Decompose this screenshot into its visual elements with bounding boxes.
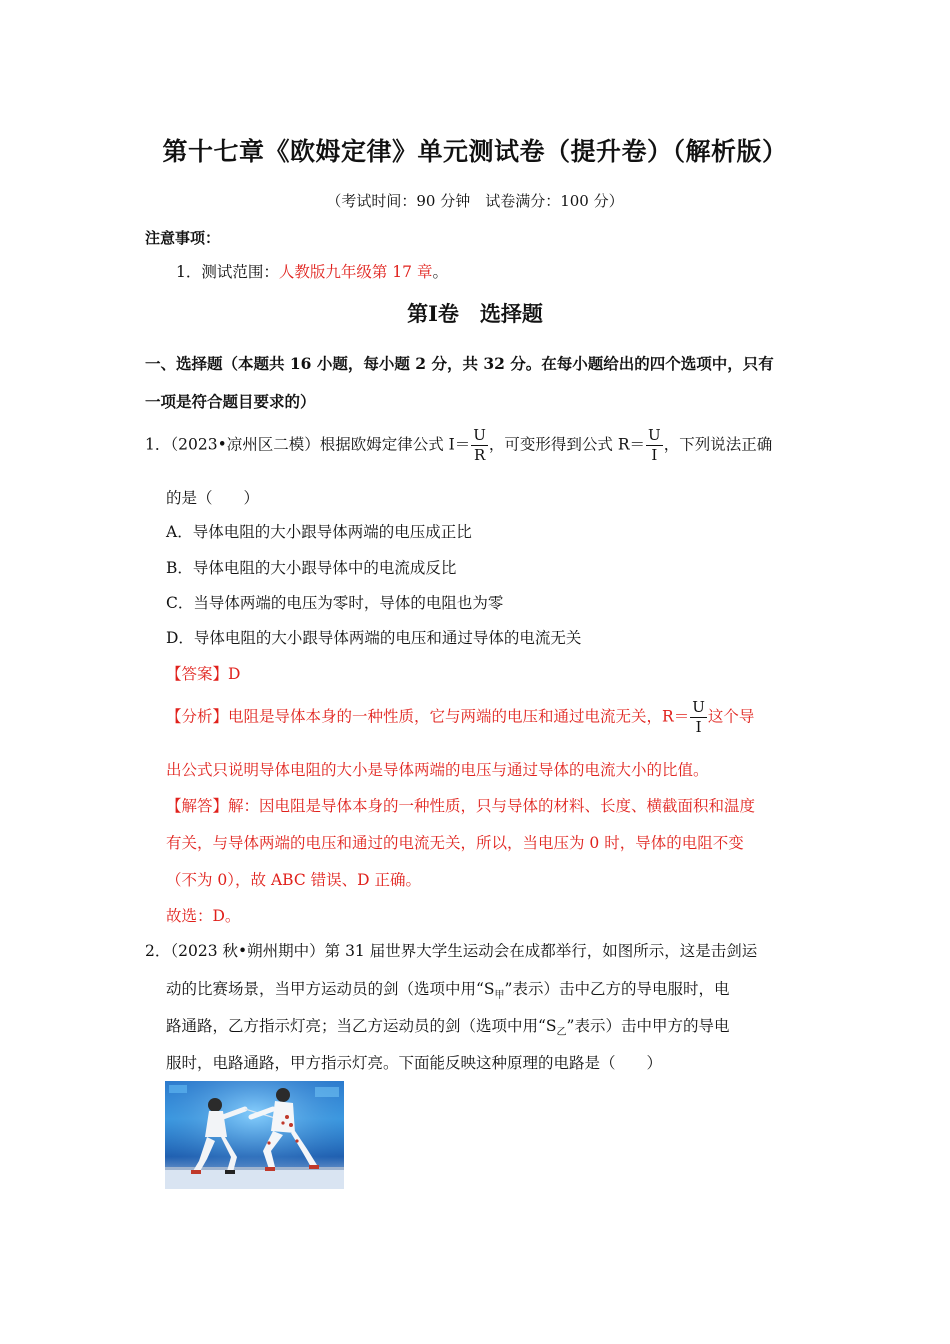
document-title: 第十七章《欧姆定律》单元测试卷（提升卷）（解析版） (162, 137, 788, 166)
q2-text-3a: 路通路，乙方指示灯亮；当乙方运动员的剑（选项中用“S (166, 1017, 557, 1035)
instructions-line-1: 一、选择题（本题共 16 小题，每小题 2 分，共 32 分。在每小题给出的四个选项中，只有 (145, 354, 774, 373)
frac-denominator: I (695, 718, 702, 736)
q1-stem-line-1 (145, 428, 772, 463)
q1-solution-line-2: 有关，与导体两端的电压和通过的电流无关，所以，当电压为 0 时，导体的电阻不变 (166, 834, 744, 852)
exam-info: （考试时间：90 分钟 试卷满分：100 分） (326, 192, 624, 210)
formula-u-over-i (646, 428, 663, 463)
fencing-scene-image (165, 1081, 344, 1189)
q1-number: 1． (145, 435, 171, 454)
q1-option-a: A．导体电阻的大小跟导体两端的电压成正比 (166, 523, 472, 541)
analysis-text-b: 这个导 (707, 707, 755, 726)
section-title: 第Ⅰ卷 选择题 (407, 301, 543, 326)
analysis-label: 【分析】 (166, 707, 229, 726)
q1-stem-a: （2023•凉州区二模）根据欧姆定律公式 I＝ (170, 435, 471, 454)
q1-stem-b: ，可变形得到公式 R＝ (488, 435, 646, 454)
q2-line-1 (145, 939, 757, 961)
q1-choose: 故选：D。 (166, 907, 241, 925)
answer-label: 【答案】 (166, 665, 229, 683)
fencing-photo (165, 1081, 344, 1189)
answer-value: D (228, 665, 241, 683)
instructions-line-2: 一项是符合题目要求的） (145, 392, 316, 411)
q1-stem-line-2: 的是（ ） (166, 489, 260, 507)
q1-solution-line-3: （不为 0），故 ABC 错误、D 正确。 (166, 871, 421, 889)
frac-numerator: U (692, 698, 705, 716)
q1-analysis-line-1 (166, 700, 754, 735)
test-range: 人教版九年级第 17 章 (278, 263, 433, 281)
q2-number: 2． (145, 942, 171, 960)
q1-analysis-line-2: 出公式只说明导体电阻的大小是导体两端的电压与通过导体的电流大小的比值。 (166, 761, 709, 779)
q1-option-c: C．当导体两端的电压为零时，导体的电阻也为零 (166, 594, 504, 612)
formula-u-over-r (471, 428, 488, 463)
q2-line-4: 服时，电路通路，甲方指示灯亮。下面能反映这种原理的电路是（ ） (166, 1054, 663, 1072)
q2-line-2 (166, 977, 729, 1001)
subscript-jia: 甲 (494, 990, 505, 1002)
note-prefix: 1．测试范围： (176, 263, 279, 281)
q2-text-2a: 动的比赛场景，当甲方运动员的剑（选项中用“S (166, 980, 495, 998)
analysis-text-a: 电阻是导体本身的一种性质，它与两端的电压和通过电流无关，R＝ (228, 707, 690, 726)
frac-denominator: R (473, 446, 486, 464)
frac-numerator: U (473, 426, 486, 444)
q1-stem-c: ，下列说法正确 (663, 435, 773, 454)
q2-text-1: （2023 秋•朔州期中）第 31 届世界大学生运动会在成都举行，如图所示，这是击剑运 (170, 942, 758, 960)
q2-text-3b: ”表示）击中甲方的导电 (566, 1017, 730, 1035)
formula-u-over-i (690, 700, 707, 735)
notes-heading: 注意事项： (145, 229, 221, 247)
q2-text-2b: ”表示）击中乙方的导电服时，电 (504, 980, 730, 998)
q1-solution-line-1 (166, 794, 755, 816)
q1-option-d: D．导体电阻的大小跟导体两端的电压和通过导体的电流无关 (166, 629, 582, 647)
note-suffix: 。 (432, 263, 448, 281)
frac-numerator: U (648, 426, 661, 444)
solution-label: 【解答】 (166, 797, 229, 815)
q1-option-b: B．导体电阻的大小跟导体中的电流成反比 (166, 559, 457, 577)
note-item-1 (176, 260, 448, 282)
solution-text: 解：因电阻是导体本身的一种性质，只与导体的材料、长度、横截面积和温度 (228, 797, 756, 815)
subscript-yi: 乙 (556, 1027, 567, 1039)
frac-denominator: I (651, 446, 658, 464)
q1-answer (166, 662, 240, 684)
q2-line-3 (166, 1014, 729, 1038)
